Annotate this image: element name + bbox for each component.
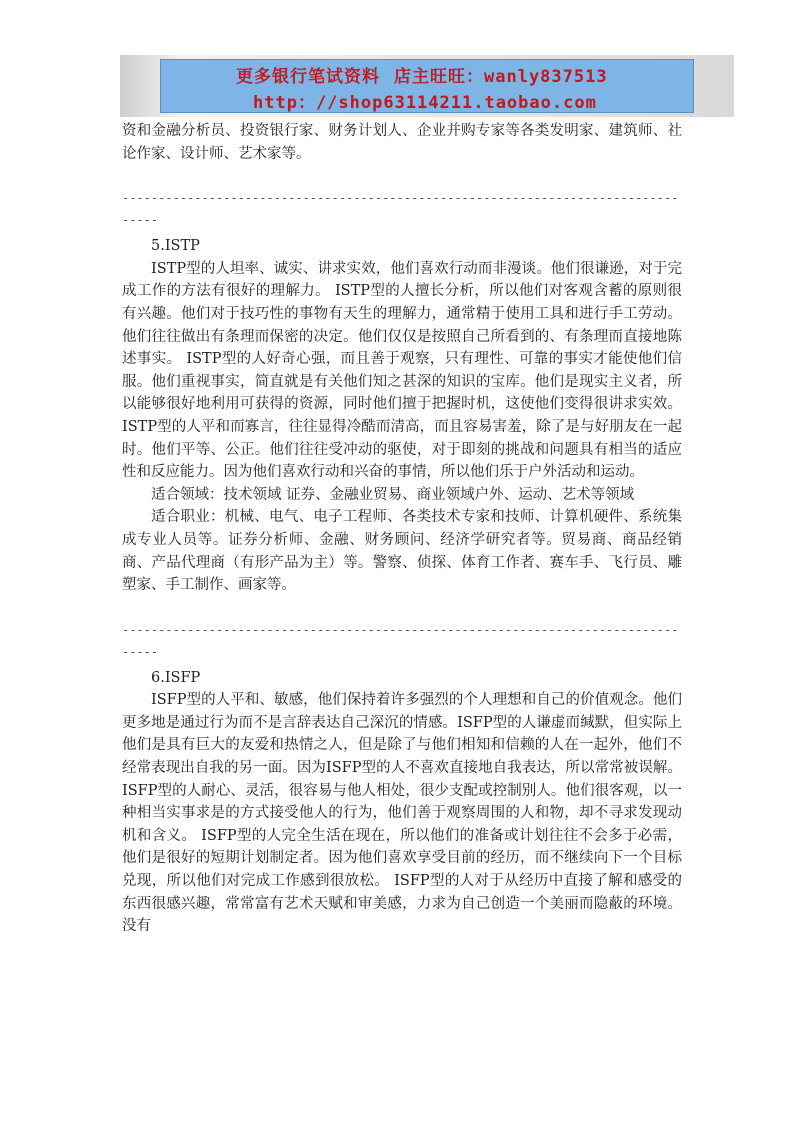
intro-paragraph: 资和金融分析员、投资银行家、财务计划人、企业并购专家等各类发明家、建筑师、社论作家、设计师、艺术家等。 bbox=[122, 123, 682, 162]
document-body bbox=[122, 120, 682, 938]
section-fields-istp: 适合领域：技术领域 证券、金融业贸易、商业领域户外、运动、艺术等领域 bbox=[151, 486, 635, 503]
section-heading-istp: 5.ISTP bbox=[151, 238, 200, 255]
banner-url: http：//shop63114211.taobao.com bbox=[253, 93, 597, 113]
ad-banner-panel bbox=[160, 59, 694, 113]
banner-line-1 bbox=[236, 62, 608, 87]
section-careers-istp: 适合职业：机械、电气、电子工程师、各类技术专家和技师、计算机硬件、系统集成专业人员等。证券分析师、金融、财务顾问、经济学研究者等。贸易商、商品经销商、产品代理商（有形产品为主）等。警察、侦探、体育工作者、赛车手、飞行员、雕塑家、手工制作、画家等。 bbox=[122, 509, 682, 594]
ad-banner bbox=[120, 55, 734, 117]
section-description-isfp: ISFP型的人平和、敏感，他们保持着许多强烈的个人理想和自己的价值观念。他们更多地是通过行为而不是言辞表达自己深沉的情感。ISFP型的人谦虚而缄默，但实际上他们是具有巨大的友爱和热情之人，但是除了与他们相知和信赖的人在一起外，他们不经常表现出自我的另一面。因为ISFP型的人不喜欢直接地自我表达，所以常常被误解。ISFP型的人耐心、灵活，很容易与他人相处，很少支配或控制别人。他们很客观，以一种相当实事求是的方式接受他人的行为，他们善于观察周围的人和物，却不寻求发现动机和含义。 ISFP型的人完全生活在现在，所以他们的准备或计划往往不会多于必需，他们是很好的短期计划制定者。因为他们喜欢享受目前的经历，而不继续向下一个目标兑现，所以他们对完成工作感到很放松。 ISFP型的人对于从经历中直接了解和感受的东西很感兴趣，常常富有艺术天赋和审美感，力求为自己创造一个美丽而隐蔽的环境。没有 bbox=[122, 692, 682, 935]
banner-title: 更多银行笔试资料 bbox=[236, 67, 380, 87]
section-heading-isfp: 6.ISFP bbox=[151, 669, 201, 686]
section-description-istp: ISTP型的人坦率、诚实、讲求实效，他们喜欢行动而非漫谈。他们很谦逊，对于完成工作的方法有很好的理解力。 ISTP型的人擅长分析，所以他们对客观含蓄的原则很有兴趣。他们对于技巧性的事物有天生的理解力，通常精于使用工具和进行手工劳动。他们往往做出有条理而保密的决定。他们仅仅是按照自己所看到的、有条理而直接地陈述事实。 ISTP型的人好奇心强，而且善于观察，只有理性、可靠的事实才能使他们信服。他们重视事实，简直就是有关他们知之甚深的知识的宝库。他们是现实主义者，所以能够很好地利用可获得的资源，同时他们擅于把握时机，这使他们变得很讲求实效。ISTP型的人平和而寡言，往往显得冷酷而清高，而且容易害羞，除了是与好朋友在一起时。他们平等、公正。他们往往受冲动的驱使，对于即刻的挑战和问题具有相当的适应性和反应能力。因为他们喜欢行动和兴奋的事情，所以他们乐于户外活动和运动。 bbox=[122, 260, 682, 481]
section-divider: ---------------------------------------------------------------------------------- bbox=[122, 622, 679, 659]
banner-owner: 店主旺旺：wanly837513 bbox=[394, 67, 608, 87]
section-divider: ---------------------------------------------------------------------------------- bbox=[122, 191, 679, 228]
